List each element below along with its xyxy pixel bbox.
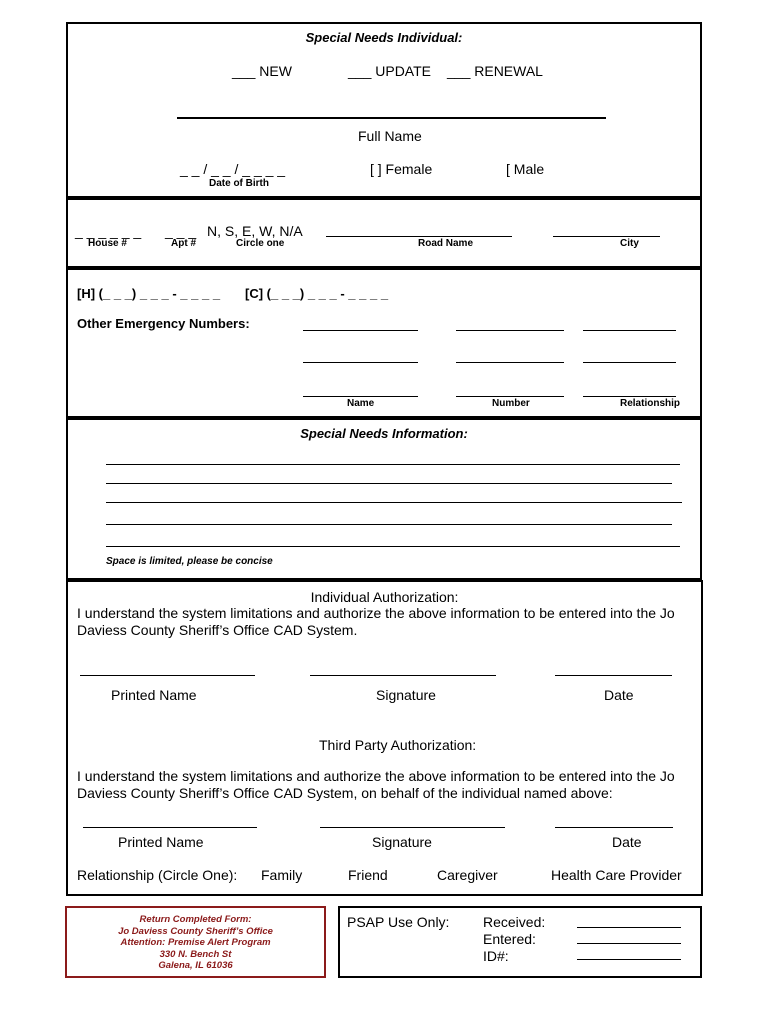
relationship-family[interactable]: Family [261, 867, 303, 883]
info-line-1[interactable] [106, 464, 680, 465]
option-new[interactable]: ___ NEW [232, 63, 292, 79]
relationship-circle-label: Relationship (Circle One): [77, 867, 238, 883]
return-line-1: Return Completed Form: [139, 914, 252, 925]
return-line-3: Attention: Premise Alert Program [120, 937, 271, 948]
id-line[interactable] [577, 959, 681, 960]
city-line[interactable] [553, 236, 660, 237]
option-renewal[interactable]: ___ RENEWAL [447, 63, 543, 79]
emergency-number-line-3[interactable] [456, 396, 564, 397]
concise-note: Space is limited, please be concise [106, 556, 273, 567]
entered-label: Entered: [483, 931, 536, 947]
cell-phone-field[interactable]: [C] (_ _ _) _ _ _ - _ _ _ _ [245, 286, 389, 301]
circle-one-label: Circle one [236, 238, 285, 249]
house-number-field[interactable]: _ _ _ _ _ _ [75, 223, 142, 239]
emergency-number-line-1[interactable] [456, 330, 564, 331]
city-label: City [620, 238, 639, 249]
received-line[interactable] [577, 927, 681, 928]
entered-line[interactable] [577, 943, 681, 944]
received-label: Received: [483, 914, 546, 930]
emergency-relationship-line-1[interactable] [583, 330, 676, 331]
tp-date-line[interactable] [555, 827, 673, 828]
emergency-relationship-line-3[interactable] [583, 396, 676, 397]
third-party-title: Third Party Authorization: [319, 737, 477, 753]
return-line-5: Galena, IL 61036 [158, 960, 233, 971]
tp-signature-label: Signature [372, 834, 432, 850]
relationship-column-label: Relationship [620, 398, 681, 409]
relationship-caregiver[interactable]: Caregiver [437, 867, 498, 883]
info-line-5[interactable] [106, 546, 680, 547]
other-emergency-label: Other Emergency Numbers: [77, 316, 250, 331]
info-title: Special Needs Information: [300, 426, 468, 441]
house-label: House # [88, 238, 127, 249]
psap-label: PSAP Use Only: [347, 914, 450, 930]
full-name-line[interactable] [177, 117, 606, 119]
emergency-number-line-2[interactable] [456, 362, 564, 363]
info-line-2[interactable] [106, 483, 672, 484]
direction-options[interactable]: N, S, E, W, N/A [207, 223, 303, 239]
tp-signature-line[interactable] [320, 827, 505, 828]
ind-printed-name-line[interactable] [80, 675, 255, 676]
option-update[interactable]: ___ UPDATE [348, 63, 431, 79]
info-line-3[interactable] [106, 502, 682, 503]
apt-label: Apt # [171, 238, 196, 249]
road-name-label: Road Name [418, 238, 474, 249]
female-checkbox[interactable]: [ ] Female [370, 161, 433, 177]
apt-field[interactable]: _ _ _ [165, 223, 197, 239]
number-column-label: Number [492, 398, 530, 409]
id-label: ID#: [483, 948, 509, 964]
relationship-health-care-provider[interactable]: Health Care Provider [551, 867, 682, 883]
individual-authorization-text: I understand the system limitations and authorize the above information to be entered into the Jo Daviess County Sheriff’s Office CAD System. [77, 605, 675, 638]
ind-signature-line[interactable] [310, 675, 496, 676]
ind-date-line[interactable] [555, 675, 672, 676]
return-line-2: Jo Daviess County Sheriff’s Office [118, 925, 273, 937]
ind-signature-label: Signature [376, 687, 436, 703]
return-line-4: 330 N. Bench St [159, 948, 232, 960]
third-party-text: I understand the system limitations and authorize the above information to be entered into the Jo Daviess County Sheriff’s Office CAD System, on behalf of the individual named above: [77, 768, 675, 801]
individual-title: Special Needs Individual: [305, 30, 463, 45]
address-section [66, 198, 702, 268]
individual-authorization-title: Individual Authorization: [310, 589, 459, 605]
emergency-relationship-line-2[interactable] [583, 362, 676, 363]
full-name-label: Full Name [358, 128, 422, 144]
ind-printed-name-label: Printed Name [111, 687, 197, 703]
dob-field[interactable]: _ _ / _ _ / _ _ _ _ [180, 161, 286, 177]
emergency-name-line-3[interactable] [303, 396, 418, 397]
dob-label: Date of Birth [209, 178, 269, 189]
relationship-friend[interactable]: Friend [348, 867, 388, 883]
male-checkbox[interactable]: [ Male [506, 161, 545, 177]
info-line-4[interactable] [106, 524, 672, 525]
emergency-name-line-2[interactable] [303, 362, 418, 363]
emergency-name-line-1[interactable] [303, 330, 418, 331]
tp-printed-name-line[interactable] [83, 827, 257, 828]
home-phone-field[interactable]: [H] (_ _ _) _ _ _ - _ _ _ _ [77, 286, 221, 301]
tp-printed-name-label: Printed Name [118, 834, 204, 850]
name-column-label: Name [347, 398, 375, 409]
ind-date-label: Date [604, 687, 634, 703]
tp-date-label: Date [612, 834, 642, 850]
road-name-line[interactable] [326, 236, 512, 237]
